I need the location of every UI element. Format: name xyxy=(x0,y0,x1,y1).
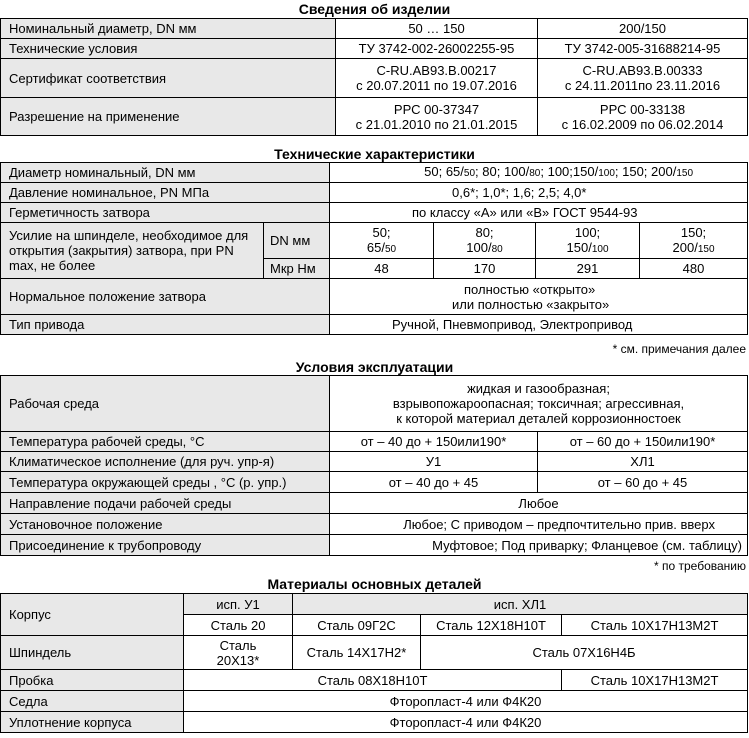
footnote: * по требованию xyxy=(653,559,746,573)
row-label: Установочное положение xyxy=(1,514,330,535)
header-cell: исп. У1 xyxy=(184,594,293,615)
cell-value: по классу «А» или «В» ГОСТ 9544-93 xyxy=(330,203,748,223)
cell-value: ХЛ1 xyxy=(538,452,748,472)
table-row xyxy=(1,432,748,452)
row-label: Давление номинальное, PN МПа xyxy=(1,183,330,203)
section-title-operating-conditions: Условия эксплуатации xyxy=(295,359,454,375)
medium-line: жидкая и газообразная; xyxy=(467,381,610,396)
cell-value: 0,6*; 1,0*; 1,6; 2,5; 4,0* xyxy=(330,183,748,203)
dn-cell: 80; 100/80 xyxy=(434,223,536,259)
row-label: Седла xyxy=(1,691,184,712)
dn-cell: 50; 65/50 xyxy=(330,223,434,259)
cell-value xyxy=(538,59,748,98)
row-label: Разрешение на применение xyxy=(1,98,336,136)
mkr-label: Мкр Нм xyxy=(264,259,330,279)
cert-number: C-RU.АВ93.В.00217 xyxy=(376,63,497,78)
cell-value: Фторопласт-4 или Ф4К20 xyxy=(184,691,748,712)
section-title-product-info: Сведения об изделии xyxy=(298,1,451,17)
cell-value: Сталь 09Г2С xyxy=(293,615,421,636)
permit-period: с 21.01.2010 по 21.01.2015 xyxy=(355,116,518,132)
cell-value: 50; 65/50; 80; 100/80; 100;150/100; 150; 200/150 xyxy=(330,163,748,183)
row-label: Номинальный диаметр, DN мм xyxy=(1,19,336,39)
cell-value: Ручной, Пневмопривод, Электропривод xyxy=(330,315,748,335)
product-info-table xyxy=(0,18,748,136)
row-label: Нормальное положение затвора xyxy=(1,279,330,315)
spindle-line: 20Х13* xyxy=(216,652,260,668)
tech-specs-table xyxy=(0,162,748,335)
table-row xyxy=(1,279,748,315)
cell-value: 50 … 150 xyxy=(336,19,538,39)
row-label: Уплотнение корпуса xyxy=(1,712,184,733)
table-row xyxy=(1,712,748,733)
cell-value: Сталь 08Х18Н10Т xyxy=(184,670,562,691)
table-row xyxy=(1,39,748,59)
table-row xyxy=(1,472,748,493)
row-label: Сертификат соответствия xyxy=(1,59,336,98)
table-row xyxy=(1,594,748,615)
table-row xyxy=(1,636,748,670)
table-row xyxy=(1,691,748,712)
medium-line: взрывопожароопасная; токсичная; агрессивная, xyxy=(392,396,685,411)
section-title-tech-specs: Технические характеристики xyxy=(274,146,475,162)
mkr-value: 291 xyxy=(536,259,640,279)
cell-value: Любое; С приводом – предпочтительно прив. вверх xyxy=(330,514,748,535)
cell-value: ТУ 3742-002-26002255-95 xyxy=(336,39,538,59)
table-row xyxy=(1,223,748,259)
row-label: Присоединение к трубопроводу xyxy=(1,535,330,556)
operating-conditions-table xyxy=(0,375,748,556)
cell-value: У1 xyxy=(330,452,538,472)
cell-value: Сталь 14Х17Н2* xyxy=(293,636,421,670)
dn-cell: 150; 200/150 xyxy=(640,223,748,259)
row-label: Корпус xyxy=(1,594,184,636)
row-label: Технические условия xyxy=(1,39,336,59)
cell-value: 200/150 xyxy=(538,19,748,39)
table-row xyxy=(1,98,748,136)
cell-value: ТУ 3742-005-31688214-95 xyxy=(538,39,748,59)
cert-number: C-RU.АВ93.В.00333 xyxy=(582,63,703,78)
cert-period: с 24.11.2011по 23.11.2016 xyxy=(564,78,721,93)
table-row xyxy=(1,59,748,98)
cell-value: от – 40 до + 45 xyxy=(330,472,538,493)
dn-cell: 100; 150/100 xyxy=(536,223,640,259)
row-label: Тип привода xyxy=(1,315,330,335)
row-label: Климатическое исполнение (для руч. упр-я) xyxy=(1,452,330,472)
dn-value: 100; xyxy=(574,224,601,240)
table-row xyxy=(1,315,748,335)
dn-value: 80; xyxy=(475,224,494,240)
table-row xyxy=(1,183,748,203)
row-label: Шпиндель xyxy=(1,636,184,670)
pos-line: полностью «открыто» xyxy=(464,281,596,297)
row-label: Герметичность затвора xyxy=(1,203,330,223)
row-label: Направление подачи рабочей среды xyxy=(1,493,330,514)
medium-line: к которой материал деталей коррозионностоек xyxy=(396,411,681,426)
permit-period: с 16.02.2009 по 06.02.2014 xyxy=(561,116,724,132)
cell-value: Сталь 12Х18Н10Т xyxy=(421,615,562,636)
cell-value: Сталь 10Х17Н13М2Т xyxy=(562,670,748,691)
dn-value: 50; xyxy=(372,224,391,240)
mkr-value: 170 xyxy=(434,259,536,279)
cell-value: Сталь 20 xyxy=(184,615,293,636)
cell-value: Сталь 07Х16Н4Б xyxy=(421,636,748,670)
row-label: Рабочая среда xyxy=(1,376,330,432)
table-row xyxy=(1,163,748,183)
row-label: Усилие на шпинделе, необходимое для открытия (закрытия) затвора, при PN max, не более xyxy=(1,223,264,279)
row-label: Температура окружающей среды , °С (р. упр.) xyxy=(1,472,330,493)
pos-line: или полностью «закрыто» xyxy=(452,296,610,312)
materials-table xyxy=(0,593,748,733)
table-row xyxy=(1,203,748,223)
cell-value: Сталь 10Х17Н13М2Т xyxy=(562,615,748,636)
table-row xyxy=(1,452,748,472)
table-row xyxy=(1,535,748,556)
row-label: Температура рабочей среды, °С xyxy=(1,432,330,452)
cert-period: с 20.07.2011 по 19.07.2016 xyxy=(356,78,517,93)
permit-number: РРС 00-33138 xyxy=(599,101,686,117)
cell-value xyxy=(330,376,748,432)
cell-value xyxy=(336,98,538,136)
row-label: Диаметр номинальный, DN мм xyxy=(1,163,330,183)
mkr-value: 480 xyxy=(640,259,748,279)
table-row xyxy=(1,670,748,691)
dn-label: DN мм xyxy=(264,223,330,259)
cell-value: Муфтовое; Под приварку; Фланцевое (см. таблицу) xyxy=(330,535,748,556)
mkr-value: 48 xyxy=(330,259,434,279)
table-row xyxy=(1,376,748,432)
table-row xyxy=(1,19,748,39)
spindle-line: Сталь xyxy=(219,637,257,653)
header-cell: исп. ХЛ1 xyxy=(293,594,748,615)
footnote: * см. примечания далее xyxy=(612,342,746,356)
cell-value: от – 60 до + 150или190* xyxy=(538,432,748,452)
table-row xyxy=(1,514,748,535)
dn-value: 150; xyxy=(680,224,707,240)
section-title-materials: Материалы основных деталей xyxy=(267,576,482,592)
permit-number: РРС 00-37347 xyxy=(393,101,480,117)
row-label: Пробка xyxy=(1,670,184,691)
cell-value xyxy=(184,636,293,670)
cell-value: от – 40 до + 150или190* xyxy=(330,432,538,452)
cell-value xyxy=(538,98,748,136)
cell-value: от – 60 до + 45 xyxy=(538,472,748,493)
table-row xyxy=(1,493,748,514)
cell-value: Фторопласт-4 или Ф4К20 xyxy=(184,712,748,733)
cell-value xyxy=(330,279,748,315)
cell-value: Любое xyxy=(330,493,748,514)
cell-value xyxy=(336,59,538,98)
